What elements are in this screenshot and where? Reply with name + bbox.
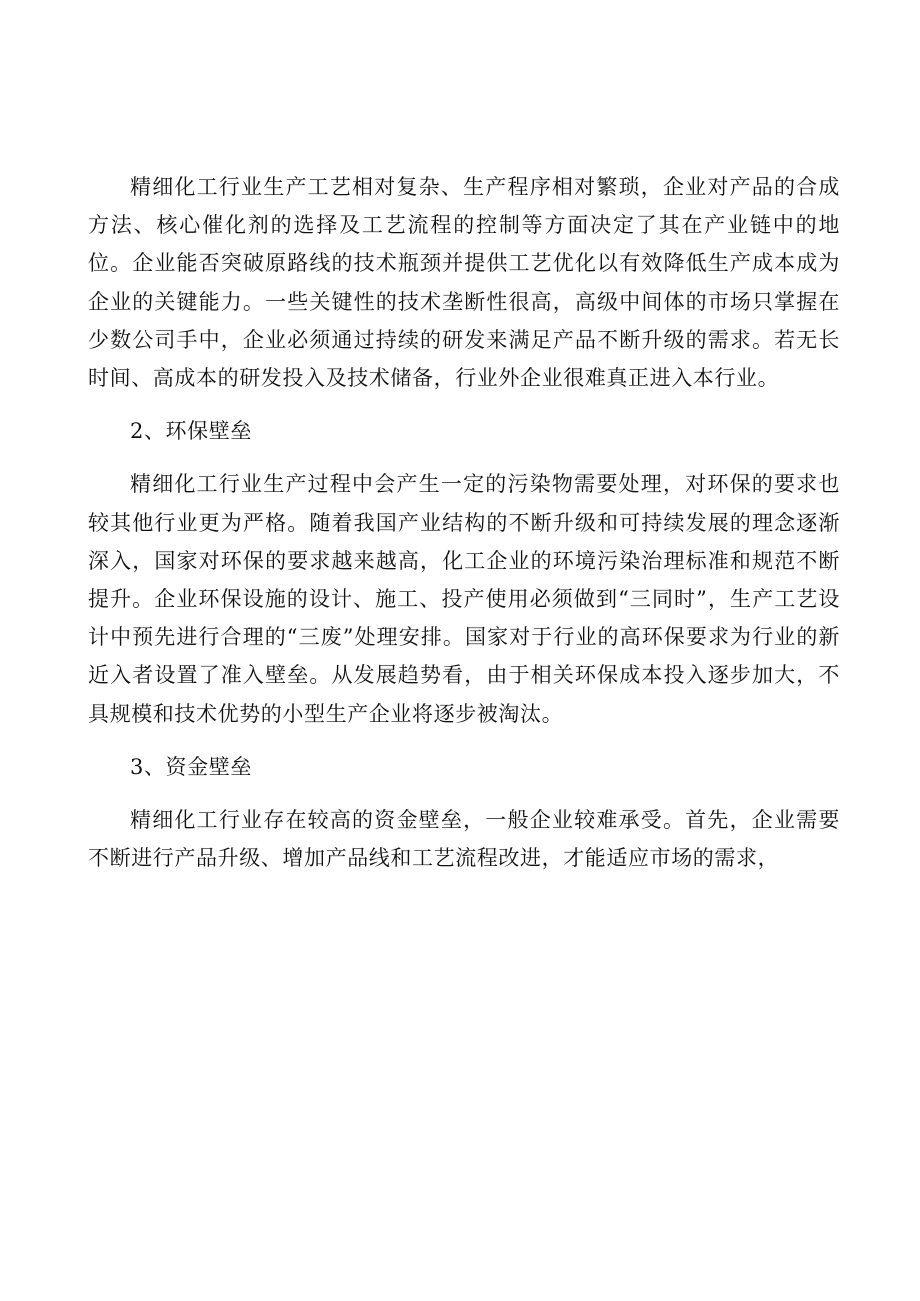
paragraph-technology-barrier: 精细化工行业生产工艺相对复杂、生产程序相对繁琐，企业对产品的合成方法、核心催化剂的选择及工艺流程的控制等方面决定了其在产业链中的地位。企业能否突破原路线的技术瓶颈并提供工艺优化以有效降低生产成本成为企业的关键能力。一些关键性的技术垄断性很高，高级中间体的市场只掌握在少数公司手中，企业必须通过持续的研发来满足产品不断升级的需求。若无长时间、高成本的研发投入及技术储备，行业外企业很难真正进入本行业。	[88, 175, 840, 391]
paragraph-environmental-barrier: 精细化工行业生产过程中会产生一定的污染物需要处理，对环保的要求也较其他行业更为严格。随着我国产业结构的不断升级和可持续发展的理念逐渐深入，国家对环保的要求越来越高，化工企业的环境污染治理标准和规范不断提升。企业环保设施的设计、施工、投产使用必须做到“三同时”，生产工艺设计中预先进行合理的“三废”处理安排。国家对于行业的高环保要求为行业的新近入者设置了准入壁垒。从发展趋势看，由于相关环保成本投入逐步加大，不具规模和技术优势的小型生产企业将逐步被淘汰。	[88, 472, 840, 726]
document-body	[88, 168, 840, 892]
heading-capital-barrier: 3、资金壁垒	[130, 754, 252, 779]
paragraph-capital-barrier: 精细化工行业存在较高的资金壁垒，一般企业较难承受。首先，企业需要不断进行产品升级、增加产品线和工艺流程改进，才能适应市场的需求，	[88, 808, 840, 871]
heading-environmental-barrier: 2、环保壁垒	[130, 419, 252, 444]
